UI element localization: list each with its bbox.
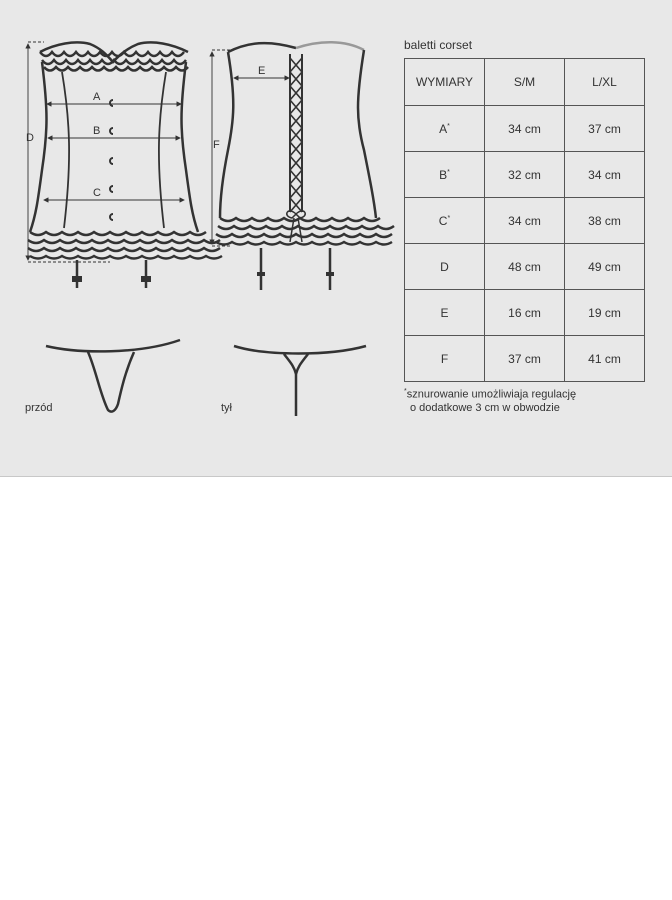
value-sm: 37 cm <box>485 336 565 382</box>
value-lxl: 38 cm <box>565 198 645 244</box>
measure-label: D <box>440 259 449 274</box>
adjustable-mark: * <box>447 214 451 222</box>
value-lxl: 49 cm <box>565 244 645 290</box>
value-lxl: 19 cm <box>565 290 645 336</box>
row-label <box>405 152 485 198</box>
value-sm: 16 cm <box>485 290 565 336</box>
measure-label: B <box>439 167 448 182</box>
adjustable-mark: * <box>447 122 450 130</box>
label-e: E <box>258 65 266 77</box>
back-thong <box>234 346 366 416</box>
value-lxl: 41 cm <box>565 336 645 382</box>
front-view-label: przód <box>25 402 53 414</box>
header-measurements: WYMIARY <box>405 59 485 106</box>
front-hooks <box>73 100 150 281</box>
footnote-line-2: o dodatkowe 3 cm w obwodzie <box>410 401 560 414</box>
table-row <box>405 336 645 382</box>
header-sm: S/M <box>485 59 565 106</box>
footnote-text-1: sznurowanie umożliwiaja regulację <box>406 388 577 401</box>
value-sm: 34 cm <box>485 106 565 152</box>
footnote-line-1 <box>404 385 576 402</box>
header-lxl: L/XL <box>565 59 645 106</box>
label-b: B <box>93 125 101 137</box>
row-label <box>405 198 485 244</box>
row-label <box>405 336 485 382</box>
back-garter-clips <box>257 272 334 276</box>
label-f: F <box>213 139 220 151</box>
measure-label: C <box>438 213 448 228</box>
row-label <box>405 106 485 152</box>
front-corset <box>28 42 222 288</box>
table-header-row <box>405 59 645 106</box>
back-view-label: tył <box>221 402 232 414</box>
label-d: D <box>26 132 34 144</box>
size-table <box>404 58 645 382</box>
footnote-mark: * <box>404 388 407 395</box>
table-row <box>405 244 645 290</box>
table-row <box>405 106 645 152</box>
measure-label: F <box>440 351 449 366</box>
product-title: baletti corset <box>404 38 473 52</box>
table-row <box>405 290 645 336</box>
row-label <box>405 244 485 290</box>
front-thong <box>46 340 180 412</box>
value-sm: 34 cm <box>485 198 565 244</box>
value-sm: 48 cm <box>485 244 565 290</box>
back-corset <box>216 42 394 290</box>
table-row <box>405 198 645 244</box>
value-lxl: 37 cm <box>565 106 645 152</box>
value-sm: 32 cm <box>485 152 565 198</box>
footnote <box>404 385 576 415</box>
back-measures <box>212 50 289 246</box>
value-lxl: 34 cm <box>565 152 645 198</box>
row-label <box>405 290 485 336</box>
label-a: A <box>93 91 101 103</box>
label-c: C <box>93 187 101 199</box>
adjustable-mark: * <box>447 168 450 176</box>
table-row <box>405 152 645 198</box>
measure-label: E <box>440 305 449 320</box>
measure-label: A <box>439 121 448 136</box>
corset-drawing <box>0 0 400 476</box>
front-measures <box>28 42 184 262</box>
